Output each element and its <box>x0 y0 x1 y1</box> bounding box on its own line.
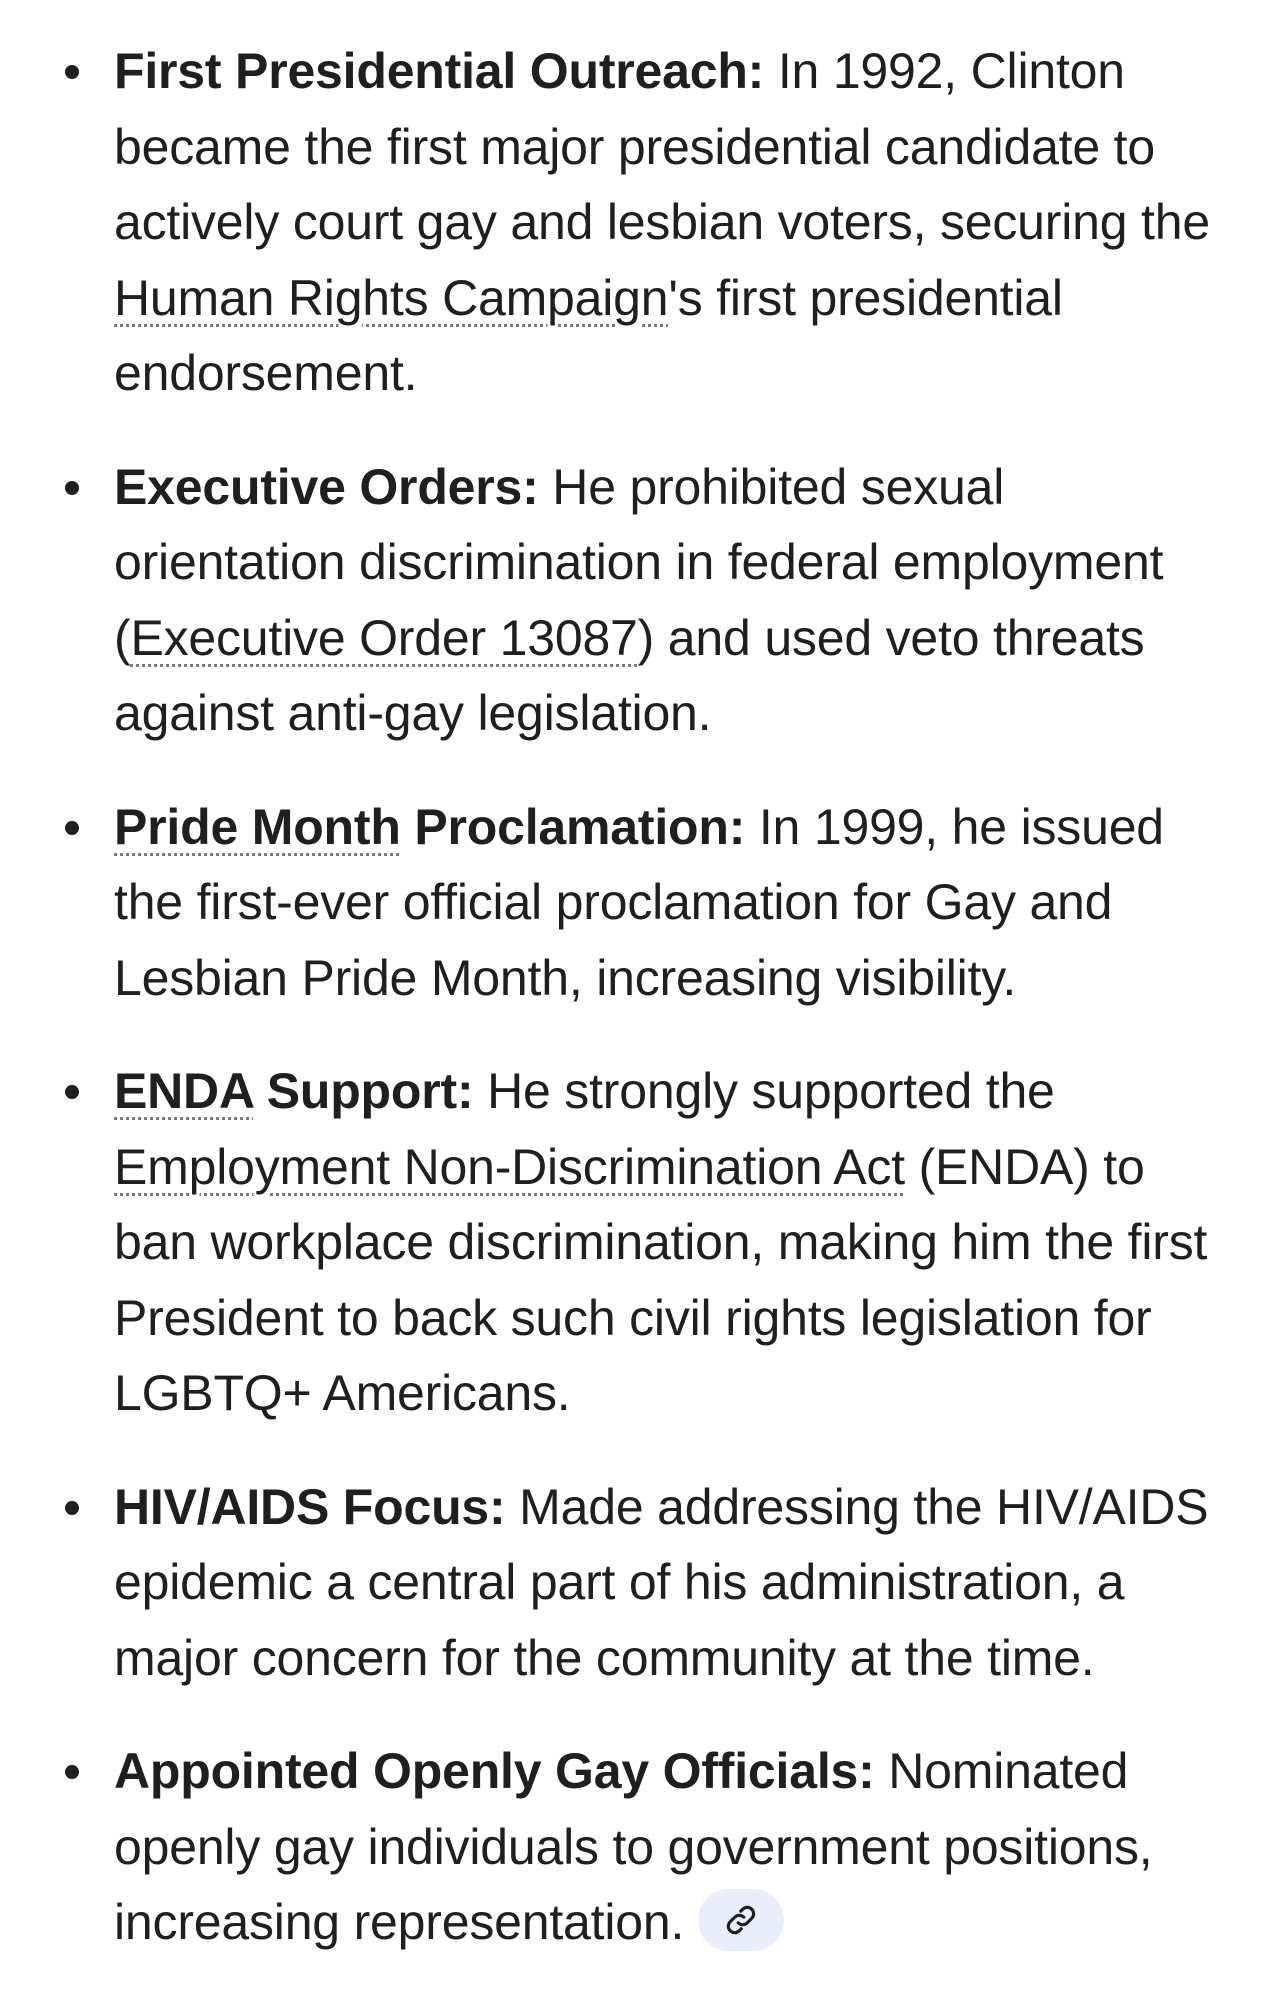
item-text: In 1999, he issued the first-ever official proclamation for Gay and Lesbian Pride Month, increasing visibility. <box>114 798 1164 1006</box>
executive-order-13087-link[interactable]: Executive Order 13087 <box>130 609 638 666</box>
item-heading-rest: Support: <box>253 1063 474 1119</box>
item-heading: Appointed Openly Gay Officials: <box>114 1743 875 1799</box>
bullet-list <box>0 34 1277 1999</box>
bullet-dot <box>65 1085 79 1099</box>
enda-link[interactable]: ENDA <box>114 1063 254 1119</box>
item-heading-rest: Proclamation: <box>400 798 746 855</box>
list-item <box>0 34 1277 412</box>
item-heading: First Presidential Outreach: <box>114 43 765 99</box>
list-item <box>0 1054 1277 1432</box>
link-icon <box>724 1903 758 1937</box>
source-link-chip[interactable] <box>698 1889 784 1951</box>
item-text: (ENDA) to ban workplace discrimination, making him the first President to back such civil rights legislation for LGBTQ+ Americans. <box>114 1138 1208 1421</box>
bullet-dot <box>65 1765 79 1779</box>
item-heading: Executive Orders: <box>114 458 539 515</box>
bullet-dot <box>65 821 79 835</box>
item-text: He prohibited sexual orientation discrimination in federal employment ( <box>114 458 1164 666</box>
employment-non-discrimination-act-link[interactable]: Employment Non-Discrimination Act <box>114 1138 905 1195</box>
list-item <box>0 450 1277 752</box>
list-item <box>0 790 1277 1017</box>
item-text: ) and used veto threats against anti-gay legislation. <box>114 609 1145 741</box>
item-text: He strongly supported the <box>473 1063 1055 1119</box>
item-text: In 1992, Clinton became the first major presidential candidate to actively court gay and lesbian voters, securing the <box>114 43 1210 250</box>
item-text: 's first presidential endorsement. <box>114 269 1063 401</box>
item-heading <box>114 1063 473 1119</box>
list-item <box>0 1734 1277 1961</box>
item-text: Nominated openly gay individuals to government positions, increasing representation. <box>114 1743 1153 1950</box>
human-rights-campaign-link[interactable]: Human Rights Campaign <box>114 269 669 326</box>
bullet-dot <box>65 65 79 79</box>
item-heading: HIV/AIDS Focus: <box>114 1478 506 1535</box>
item-text: Made addressing the HIV/AIDS epidemic a central part of his administration, a major concern for the community at the time. <box>114 1478 1209 1686</box>
pride-month-link[interactable]: Pride Month <box>114 798 401 855</box>
list-item <box>0 1470 1277 1697</box>
bullet-dot <box>65 481 79 495</box>
bullet-dot <box>65 1501 79 1515</box>
item-heading <box>114 799 745 855</box>
